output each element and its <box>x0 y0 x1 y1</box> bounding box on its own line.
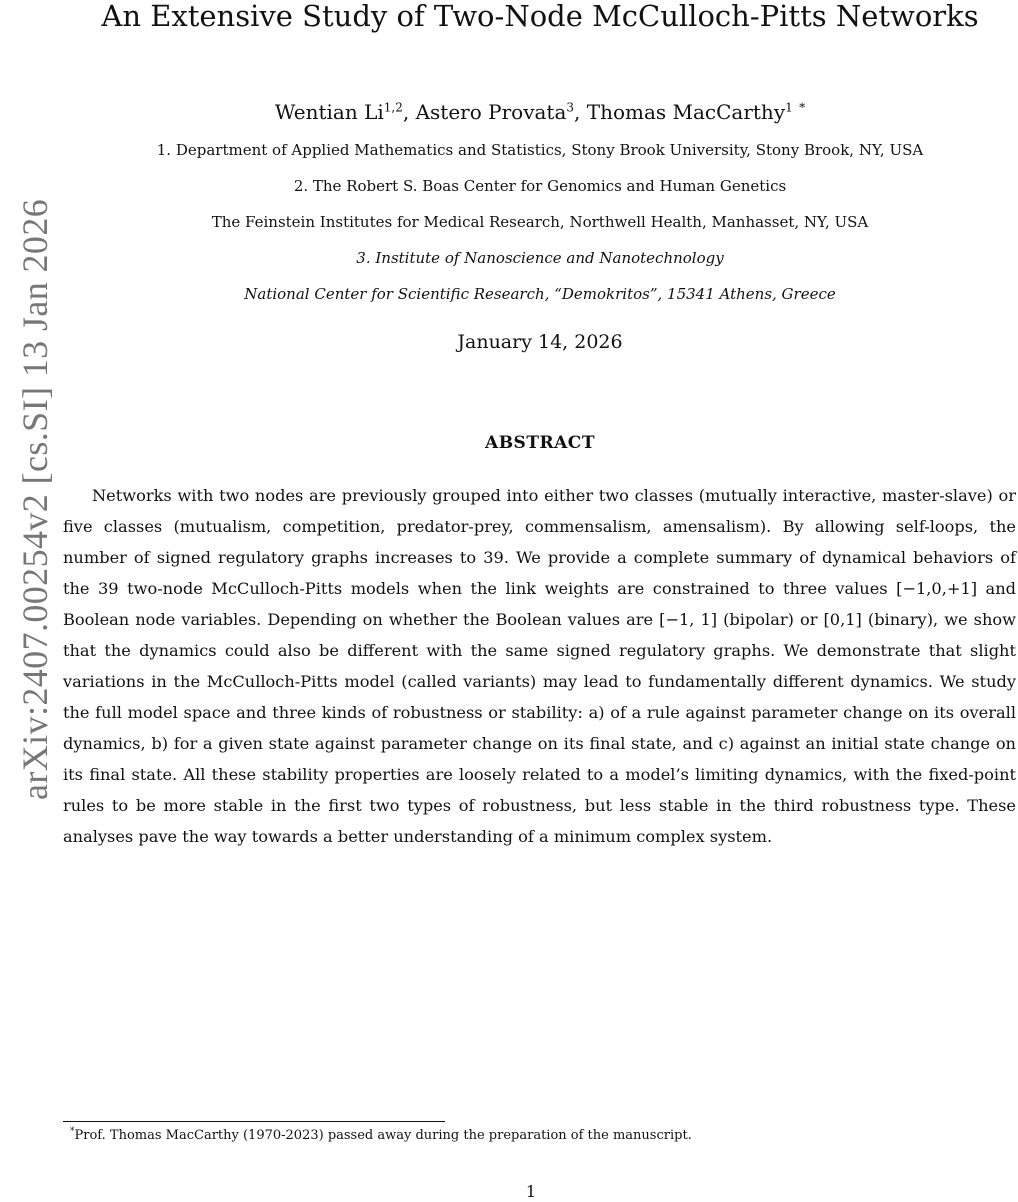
author-list <box>72 97 1008 127</box>
author-affiliation-mark: 1 <box>785 100 793 115</box>
affiliation-line: National Center for Scientific Research, “Demokritos”, 15341 Athens, Greece <box>244 285 836 303</box>
affiliation-line: 1. Department of Applied Mathematics and Statistics, Stony Brook University, Stony Brook, NY, USA <box>156 141 924 159</box>
author-affiliation-mark: 1,2 <box>383 100 403 115</box>
author-name: Wentian Li <box>274 100 384 124</box>
footnote <box>70 1126 970 1146</box>
author-footnote-mark: * <box>799 100 806 115</box>
paper-title: An Extensive Study of Two-Node McCulloch-Pitts Networks <box>101 0 979 33</box>
publication-date: January 14, 2026 <box>457 331 623 353</box>
footnote-text: Prof. Thomas MacCarthy (1970-2023) passed away during the preparation of the manuscript. <box>74 1128 692 1143</box>
author-separator: , <box>402 100 416 124</box>
footnote-mark: * <box>70 1126 75 1137</box>
affiliation-line: 3. Institute of Nanoscience and Nanotechnology <box>356 249 724 267</box>
arxiv-identifier-text: arXiv:2407.00254v2 [cs.SI] 13 Jan 2026 <box>15 198 55 800</box>
author-name: Astero Provata <box>415 100 567 124</box>
author-separator: , <box>574 100 587 124</box>
affiliation-line: 2. The Robert S. Boas Center for Genomics and Human Genetics <box>293 177 787 195</box>
abstract-heading: ABSTRACT <box>485 433 595 453</box>
footnote-divider <box>63 1121 445 1122</box>
abstract-text: Networks with two nodes are previously grouped into either two classes (mutually interactive, master-slave) or five classes (mutualism, competition, predator-prey, commensalism, amensalism). By allowing self-loops, the number of signed regulatory graphs increases to 39. We provide a complete summary of dynamical behaviors of the 39 two-node McCulloch-Pitts models when the link weights are constrained to three values [−1,0,+1] and Boolean node variables. Depending on whether the Boolean values are [−1, 1] (bipolar) or [0,1] (binary), we show that the dynamics could also be different with the same signed regulatory graphs. We demonstrate that slight variations in the McCulloch-Pitts model (called variants) may lead to fundamentally different dynamics. We study the full model space and three kinds of robustness or stability: a) of a rule against parameter change on its overall dynamics, b) for a given state against parameter change on its final state, and c) against an initial state change on its final state. All these stability properties are loosely related to a model’s limiting dynamics, with the fixed-point rules to be more stable in the first two types of robustness, but less stable in the third robustness type. These analyses pave the way towards a better understanding of a minimum complex system. <box>63 486 1016 846</box>
author-name: Thomas MacCarthy <box>586 100 786 124</box>
author-affiliation-mark: 3 <box>566 100 575 115</box>
page-number: 1 <box>525 1182 537 1201</box>
affiliation-line: The Feinstein Institutes for Medical Research, Northwell Health, Manhasset, NY, USA <box>211 213 869 231</box>
